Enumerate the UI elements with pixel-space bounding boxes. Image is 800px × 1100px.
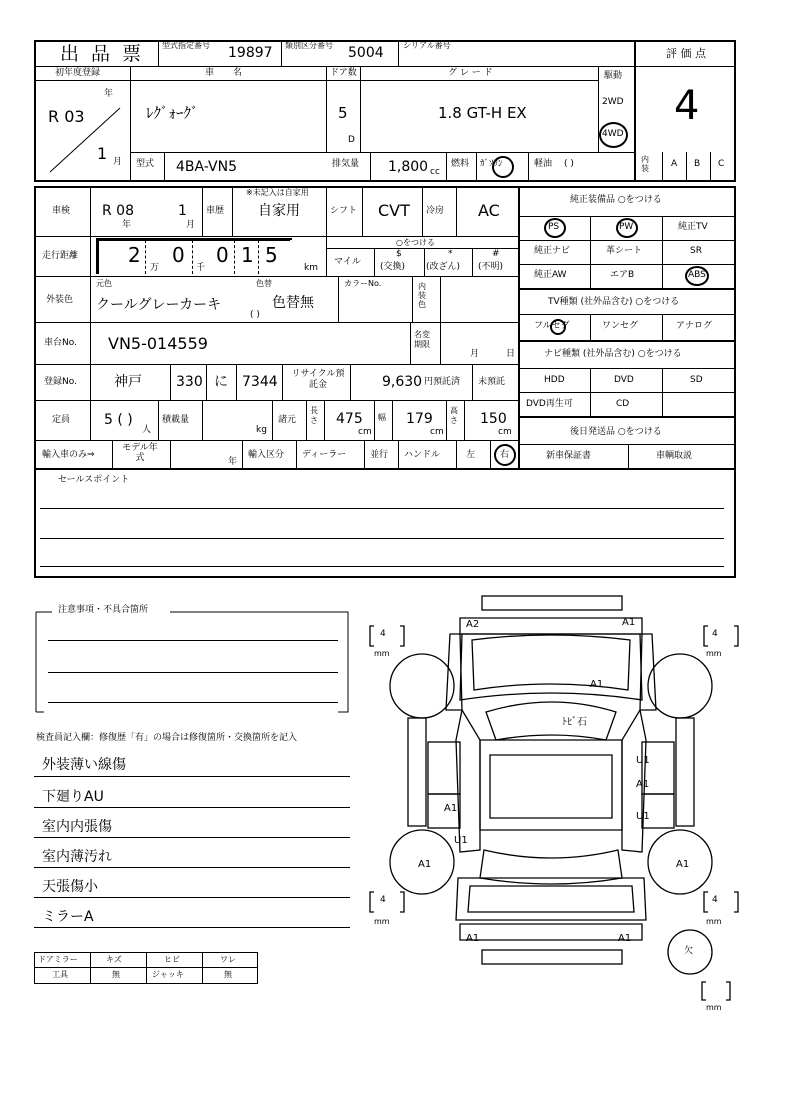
repaint-value: 色替無: [272, 295, 314, 311]
genuine-tv: 純正TV: [678, 222, 708, 232]
mileage-digit-4: 1: [241, 243, 254, 267]
tire-fr-value: 4: [712, 629, 718, 639]
month-mark: 月: [113, 157, 123, 167]
nav-sd: SD: [690, 375, 703, 385]
fuel-gas: ｶﾞｿﾘﾝ: [480, 159, 503, 169]
sales-line: [40, 538, 724, 539]
model-year-unit: 年: [228, 457, 238, 467]
inspector-label: 検査員記入欄：修復歴「有」の場合は修復箇所・交換箇所を記入: [36, 733, 298, 743]
tools-value-tools-none: 無: [112, 970, 120, 979]
height-value: 150: [480, 411, 507, 427]
mark-a2-front-left: A2: [466, 619, 480, 630]
page-title: 出 品 票: [60, 43, 145, 65]
ac-label: 冷房: [426, 206, 445, 216]
tools-header-scratch: キズ: [106, 955, 122, 964]
ac-value: AC: [478, 201, 500, 220]
reg-month: 1: [97, 144, 108, 163]
displacement-value: 1,800: [388, 159, 429, 175]
tools-header-break: ワレ: [220, 955, 236, 964]
interior-b: B: [694, 159, 701, 169]
mark-chip-windshield: ﾄﾋﾞ石: [562, 717, 587, 728]
length-value: 475: [336, 411, 363, 427]
length-label: 長さ: [310, 406, 318, 425]
tire-rl-unit: mm: [374, 917, 390, 926]
drive-label: 駆動: [604, 71, 623, 81]
mileage-unit: マイル: [334, 257, 361, 267]
shift-value: CVT: [378, 201, 410, 220]
mileage-digit-3: 0: [216, 243, 229, 267]
mileage-digit-2: 0: [172, 243, 185, 267]
plate-region: 神戸: [114, 374, 142, 390]
genuine-abs: ABS: [688, 270, 706, 280]
fuel-label: 燃料: [451, 159, 470, 169]
capacity-value: 5 ( ): [104, 412, 133, 428]
mileage-circle-note: ○をつける: [396, 238, 435, 247]
year-mark: 年: [104, 89, 114, 99]
tv-title: TV種類 (社外品含む) ○をつける: [548, 297, 680, 307]
tools-value-jack-none: 無: [224, 970, 232, 979]
genuine-sr: SR: [690, 246, 702, 256]
handle-label: ハンドル: [404, 450, 441, 460]
grade-value: 1.8 GT-H EX: [438, 104, 527, 122]
name-change-label: 名変期限: [414, 330, 430, 350]
caution-label: 注意事項・不具合箇所: [58, 605, 149, 615]
fuel-diesel: 軽油: [534, 159, 553, 169]
repaint-paren: ( ): [250, 310, 260, 320]
category-label: 類別区分番号: [285, 41, 333, 50]
model-label: 型式: [136, 159, 155, 169]
sales-point-block: [34, 470, 736, 578]
interior-a: A: [671, 159, 678, 169]
meter-unknown: (不明): [478, 262, 504, 272]
mark-u1-right-rear: U1: [636, 811, 650, 822]
mark-a1-hood: A1: [590, 679, 604, 690]
genuine-airbag: エアB: [610, 270, 635, 280]
mark-a1-front-right: A1: [622, 617, 636, 628]
dims-label: 諸元: [278, 415, 297, 425]
car-name-label: 車 名: [205, 68, 250, 78]
note-item-3: 室内内張傷: [42, 819, 112, 835]
mark-a1-rear-right-wheel: A1: [676, 859, 690, 870]
inspection-value: R 08: [102, 203, 134, 219]
tire-rr-unit: mm: [706, 917, 722, 926]
displacement-unit: cc: [430, 167, 440, 177]
nav-hdd: HDD: [544, 375, 565, 385]
car-name: ﾚｸﾞｫｰｸﾞ: [146, 104, 199, 122]
mileage-sen: 千: [196, 263, 206, 273]
later-title: 後日発送品 ○をつける: [570, 427, 662, 437]
height-label: 高さ: [450, 406, 458, 425]
import-label: 輸入車のみ⇒: [42, 450, 95, 460]
width-cm: cm: [430, 427, 444, 437]
mark-u1-left-rear: U1: [454, 835, 468, 846]
mileage-digit-5: 5: [265, 243, 278, 267]
load-unit: kg: [256, 425, 267, 435]
mileage-man: 万: [150, 263, 160, 273]
repaint-label: 色替: [256, 279, 272, 288]
fuel-paren: ( ): [564, 159, 574, 169]
sales-point-label: セールスポイント: [58, 475, 130, 485]
genuine-aw: 純正AW: [534, 270, 567, 280]
chassis-label: 車台No.: [44, 338, 77, 348]
nav-title: ナビ種類 (社外品含む) ○をつける: [544, 349, 682, 359]
shift-label: シフト: [330, 206, 358, 216]
note-item-4: 室内薄汚れ: [42, 849, 112, 865]
tv-analog: アナログ: [676, 321, 713, 331]
plate-number: 7344: [242, 374, 278, 390]
history-value: 自家用: [258, 203, 300, 219]
model-year-label: モデル年式: [122, 443, 158, 464]
score-label: 評 価 点: [666, 47, 706, 60]
capacity-label: 定員: [52, 415, 71, 425]
genuine-navi: 純正ナビ: [534, 246, 571, 256]
load-label: 積載量: [162, 415, 190, 425]
inspection-label: 車検: [52, 206, 71, 216]
tools-value-tools: 工具: [52, 970, 68, 979]
category-value: 5004: [348, 45, 384, 61]
meter-exchange-sym: $: [396, 249, 402, 259]
meter-tamper-sym: *: [448, 249, 453, 259]
grade-label: グ レ ー ド: [448, 68, 493, 78]
name-change-month: 月: [470, 349, 480, 359]
width-value: 179: [406, 411, 433, 427]
model-value: 4BA-VN5: [176, 159, 237, 175]
tools-header-crack: ヒビ: [164, 955, 180, 964]
nav-dvd-play: DVD再生可: [526, 399, 573, 409]
recycle-label: リサイクル預託金: [291, 369, 345, 390]
plate-kana: に: [214, 374, 228, 390]
dealer-option: ディーラー: [302, 450, 347, 460]
genuine-pw: PW: [619, 222, 634, 232]
meter-exchange: (交換): [380, 262, 406, 272]
nav-dvd: DVD: [614, 375, 634, 385]
car-diagram: [360, 590, 750, 1030]
tire-rr-value: 4: [712, 895, 718, 905]
nav-cd: CD: [616, 399, 630, 409]
color-no-label: カラーNo.: [344, 279, 382, 288]
doors-label: ドア数: [330, 68, 357, 78]
height-cm: cm: [498, 427, 512, 437]
interior-label: 内装: [641, 155, 649, 173]
tools-header-mirror: ドアミラー: [38, 955, 78, 964]
tire-fr-unit: mm: [706, 649, 722, 658]
meter-unknown-sym: #: [492, 249, 500, 259]
type-cert-label: 型式指定番号: [162, 41, 210, 50]
width-label: 幅: [378, 413, 386, 422]
serial-label: シリアル番号: [403, 41, 451, 50]
type-cert-value: 19897: [228, 45, 273, 61]
mark-a1-rear-left-wheel: A1: [418, 859, 432, 870]
mark-a1-right-door: A1: [636, 779, 650, 790]
displacement-label: 排気量: [332, 159, 360, 169]
interior-c: C: [718, 159, 725, 169]
doors-suffix: D: [348, 135, 355, 145]
spare-unit: mm: [706, 1003, 722, 1012]
mileage-digit-1: 2: [128, 243, 141, 267]
sales-line: [40, 566, 724, 567]
chassis-value: VN5-014559: [108, 334, 208, 353]
mark-a1-rear-bumper-left: A1: [466, 933, 480, 944]
inspection-year: 年: [122, 220, 132, 230]
capacity-unit: 人: [142, 425, 152, 435]
handle-left: 左: [466, 450, 476, 460]
mileage-label: 走行距離: [42, 251, 79, 261]
length-cm: cm: [358, 427, 372, 437]
note-item-2: 下廻りAU: [42, 789, 104, 805]
orig-color-label: 元色: [96, 279, 112, 288]
mark-u1-right-front: U1: [636, 755, 650, 766]
note-item-5: 天張傷小: [42, 879, 98, 895]
drive-4wd: 4WD: [602, 129, 624, 139]
mark-a1-rear-bumper-right: A1: [618, 933, 632, 944]
later-manual: 車輌取説: [656, 451, 693, 461]
fuel-gas-circle: [492, 156, 514, 178]
handle-right: 右: [500, 450, 510, 460]
note-item-6: ミラーA: [42, 909, 94, 925]
history-label: 車歴: [206, 206, 225, 216]
plate-class: 330: [176, 374, 203, 390]
tools-value-jack: ジャッキ: [152, 970, 184, 979]
genuine-title: 純正装備品 ○をつける: [570, 195, 662, 205]
doors-value: 5: [338, 104, 348, 122]
genuine-leather: 革シート: [606, 246, 643, 256]
import-type-label: 輸入区分: [248, 450, 285, 460]
sales-line: [40, 508, 724, 509]
color-value: クールグレーカーキ: [96, 297, 222, 313]
inspection-month-value: 1: [178, 203, 187, 219]
tv-fullseg-circle: [550, 319, 566, 335]
tire-fl-value: 4: [380, 629, 386, 639]
name-change-day: 日: [506, 349, 516, 359]
reg-era-year: R 03: [48, 107, 85, 126]
score-value: 4: [674, 83, 700, 129]
later-warranty: 新車保証書: [546, 451, 592, 461]
mileage-km: km: [304, 263, 318, 273]
tire-fl-unit: mm: [374, 649, 390, 658]
recycle-paid: 円預託済: [424, 377, 461, 387]
first-reg-label: 初年度登録: [55, 68, 101, 78]
spare-label: 欠: [684, 946, 694, 956]
color-label: 外装色: [46, 295, 74, 305]
note-item-1: 外装薄い線傷: [42, 757, 126, 773]
genuine-ps: PS: [548, 222, 560, 232]
interior-color-label: 内装色: [418, 282, 426, 310]
tv-oneseg: ワンセグ: [602, 321, 639, 331]
tire-rl-value: 4: [380, 895, 386, 905]
recycle-unpaid: 未預託: [478, 377, 506, 387]
tv-fullseg: フルセグ: [534, 321, 570, 331]
parallel-option: 並行: [370, 450, 389, 460]
drive-2wd: 2WD: [602, 97, 624, 107]
plate-label: 登録No.: [44, 377, 77, 387]
recycle-value: 9,630: [382, 374, 423, 390]
history-note: ※未記入は自家用: [246, 188, 309, 197]
inspection-month: 月: [186, 220, 196, 230]
meter-tamper: (改ざん): [426, 262, 461, 272]
mark-a1-left-door: A1: [444, 803, 458, 814]
